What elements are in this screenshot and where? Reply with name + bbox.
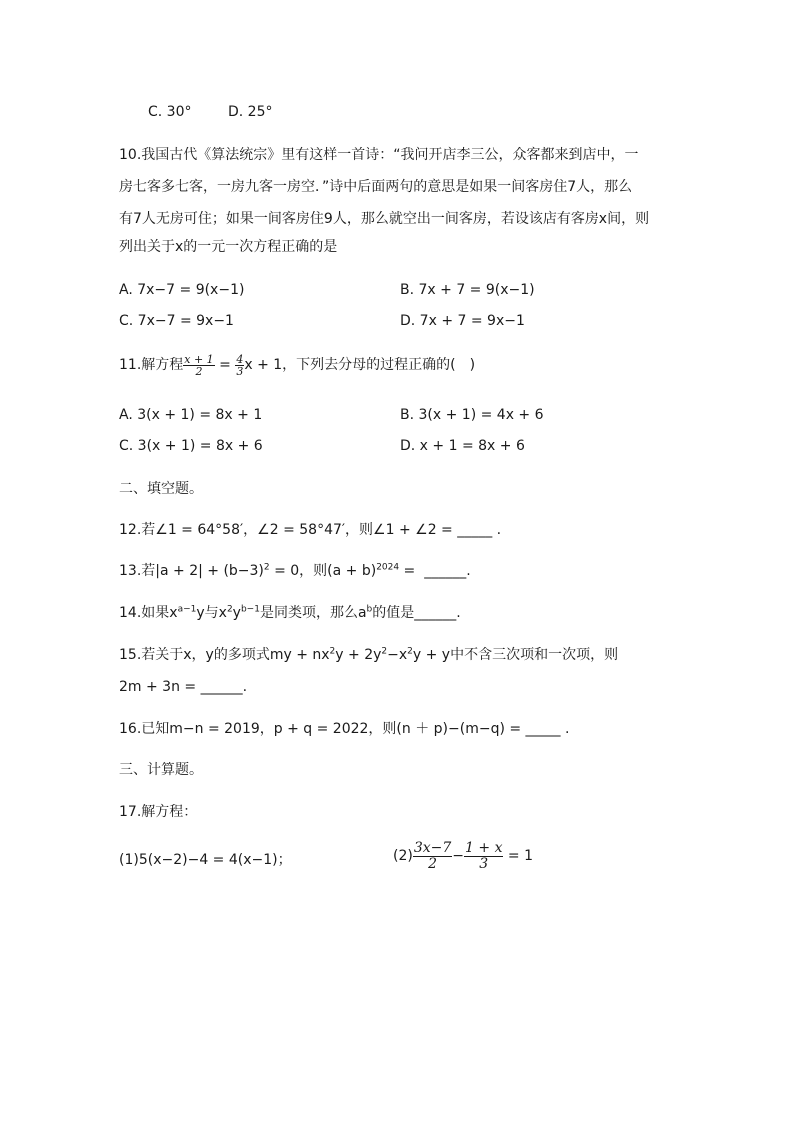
q16-question: 16.已知m−n = 2019，p + q = 2022，则(n ＋ p)−(m−q) = _____ . <box>119 721 570 737</box>
q10-line-4: 列出关于x的一元一次方程正确的是 <box>119 239 338 255</box>
q10-line-2: 房七客多七客，一房九客一房空．”诗中后面两句的意思是如果一间客房住7人，那么 <box>119 179 633 195</box>
q17-part-1: (1)5(x−2)−4 = 4(x−1)； <box>119 852 292 868</box>
q11-option-a: A. 3(x + 1) = 8x + 1 <box>119 407 263 423</box>
q11-option-d: D. x + 1 = 8x + 6 <box>400 438 525 454</box>
section-heading-calculation: 三、计算题。 <box>119 762 203 778</box>
q11-question: 11.解方程 $\frac{x + 1}{2}$ = $\frac{4}{3}$ x + 1，下列去分母的过程正确的( ) <box>119 352 476 378</box>
q10-option-c: C. 7x−7 = 9x−1 <box>119 313 234 329</box>
q10-option-a: A. 7x−7 = 9(x−1) <box>119 282 245 298</box>
q10-option-d: D. 7x + 7 = 9x−1 <box>400 313 525 329</box>
q12-question: 12.若∠1 = 64°58′，∠2 = 58°47′，则∠1 + ∠2 = _____ . <box>119 522 502 538</box>
q11-option-c: C. 3(x + 1) = 8x + 6 <box>119 438 263 454</box>
q9-option-c: C. 30° <box>148 104 192 120</box>
q15-question-line-1: 15.若关于x，y的多项式my + $nx^2y + 2y^2-x^2y + y$中不含三次项和一次项，则 <box>119 646 619 663</box>
q11-suffix: x + 1，下列去分母的过程正确的( ) <box>244 357 476 373</box>
q17-part-2: (2) $\frac{3x-7}{2}$ − $\frac{1 + x}{3}$ = 1 <box>393 839 534 872</box>
q14-question: 14.如果$x^{a-1}y$与$x^2y^{b-1}$是同类项，那么$a^b$的值是______. <box>119 604 461 621</box>
q11-fraction-2: $\frac{4}{3}$ <box>236 352 244 378</box>
section-heading-fill-in: 二、填空题。 <box>119 481 203 497</box>
q17-fraction-2: $\frac{1 + x}{3}$ <box>465 839 503 872</box>
q11-fraction-1: $\frac{x + 1}{2}$ <box>184 352 214 378</box>
q11-prefix: 11.解方程 <box>119 357 184 373</box>
q11-option-b: B. 3(x + 1) = 4x + 6 <box>400 407 544 423</box>
q10-line-3: 有7人无房可住；如果一间客房住9人，那么就空出一间客房，若设该店有客房x间，则 <box>119 211 650 227</box>
q17-fraction-1: $\frac{3x-7}{2}$ <box>413 839 452 872</box>
q13-question: 13.若$|a + 2| + (b-3)^2 = 0$，则$(a + b)^{2024}$ = ______. <box>119 562 471 579</box>
q10-option-b: B. 7x + 7 = 9(x−1) <box>400 282 535 298</box>
q9-option-d: D. 25° <box>228 104 273 120</box>
q17-title: 17.解方程： <box>119 804 198 820</box>
q10-line-1: 10.我国古代《算法统宗》里有这样一首诗：“我问开店李三公，众客都来到店中，一 <box>119 147 639 163</box>
q15-question-line-2: 2m + 3n = ______. <box>119 679 248 695</box>
